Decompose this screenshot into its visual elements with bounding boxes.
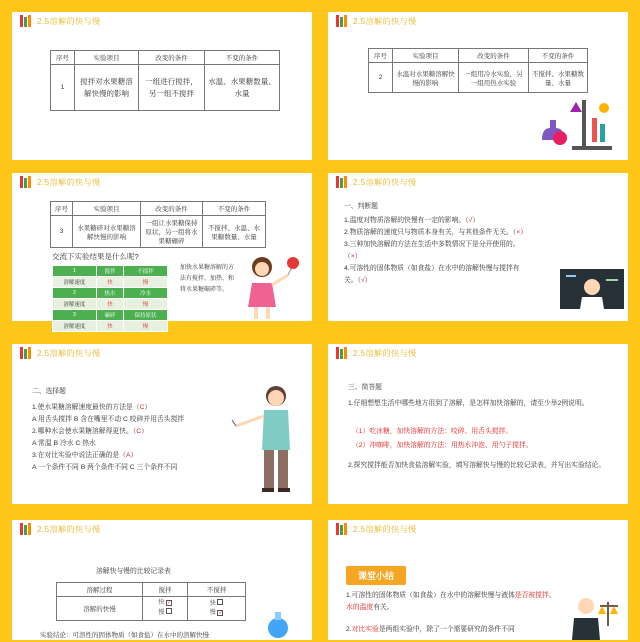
col-header: 搅拌 xyxy=(143,583,188,597)
col-header: 序号 xyxy=(51,202,73,216)
section-title: 一、判断题 xyxy=(344,203,378,210)
table-cell: 水温对水果糖溶解快慢的影响 xyxy=(393,63,459,93)
slide-title: 2.5溶解的快与慢 xyxy=(353,348,417,358)
books-icon xyxy=(20,347,31,359)
col-header: 不变的条件 xyxy=(203,202,266,216)
answer-1: （1）吃冰糖，加快溶解的方法：咬碎、用舌头搅拌。 xyxy=(352,428,513,435)
col-header: 改变的条件 xyxy=(459,49,529,63)
table-cell: 水果糖碎对水果糖溶解快慢的影响 xyxy=(73,216,141,248)
quiz-item: （×） xyxy=(344,253,362,260)
quiz-item: 2.物质溶解的速度只与物质本身有关，与其他条件无关。（×） xyxy=(344,229,527,236)
results-cell: 慢 xyxy=(124,277,168,288)
table-cell: 3 xyxy=(51,216,73,248)
question-2: 2.探究搅拌能否加快食盐溶解实验，填写溶解快与慢的比较记录表，并写出实验结论。 xyxy=(348,462,606,469)
results-cell: 保持原状 xyxy=(124,310,168,321)
books-icon xyxy=(336,347,347,359)
quiz-item: 3.在对比实验中说法正确的是（A） xyxy=(32,452,138,459)
slide-title: 2.5溶解的快与慢 xyxy=(353,177,417,187)
col-header: 改变的条件 xyxy=(139,51,205,65)
table-title: 溶解快与慢的比较记录表 xyxy=(96,568,171,575)
slide-3 xyxy=(12,173,312,330)
slide-1 xyxy=(12,12,312,160)
results-cell: 2 xyxy=(53,288,97,299)
teacher-illustration xyxy=(232,380,304,500)
books-icon xyxy=(20,176,31,188)
results-cell: 慢 xyxy=(124,321,168,332)
row-label: 溶解的快慢 xyxy=(57,597,143,621)
quiz-item: 1.使水果糖溶解速度最快的方法是（C） xyxy=(32,404,152,411)
table-cell xyxy=(143,597,188,621)
slide-7 xyxy=(12,520,312,640)
results-cell: 慢 xyxy=(124,299,168,310)
checkbox[interactable] xyxy=(166,608,172,614)
slide-title: 2.5溶解的快与慢 xyxy=(353,524,417,534)
quiz-item: 关。（√） xyxy=(344,277,372,284)
results-cell: 快 xyxy=(96,321,123,332)
slide-header xyxy=(12,12,312,30)
summary-badge: 课堂小结 xyxy=(346,566,406,585)
conclusion-text: 加快水果糖溶解的方法有搅拌、加热、和将水果糖碾碎等。 xyxy=(180,265,235,293)
books-icon xyxy=(20,523,31,535)
table-cell: 不搅拌、水果糖数量、水量 xyxy=(529,63,588,93)
slide-8 xyxy=(328,520,628,640)
record-table xyxy=(56,582,246,621)
results-cell: 快 xyxy=(96,299,123,310)
option-slow: 慢 xyxy=(158,610,165,616)
quiz-item: 4.可溶性的固体物质（如食盐）在水中的溶解快慢与搅拌有 xyxy=(344,265,520,272)
judge-illustration xyxy=(560,596,622,640)
results-cell: 冷水 xyxy=(124,288,168,299)
option-fast: 快 xyxy=(209,601,216,607)
books-icon xyxy=(20,15,31,27)
results-cell: 溶解速度 xyxy=(53,277,97,288)
quiz-item: 1.温度对物质溶解的快慢有一定的影响。（√） xyxy=(344,217,480,224)
quiz-list xyxy=(32,402,232,474)
quiz-item: A 常温 B 冷水 C 热水 xyxy=(32,440,96,447)
slide-title: 2.5溶解的快与慢 xyxy=(37,348,101,358)
slide-5 xyxy=(12,344,312,504)
results-cell: 快 xyxy=(96,277,123,288)
conclusion-text: 实验结论：可溶性的固体物质（如食盐）在水中的溶解快慢 xyxy=(40,632,209,639)
option-fast: 快 xyxy=(158,600,165,606)
books-icon xyxy=(336,523,347,535)
col-header: 不变的条件 xyxy=(205,51,280,65)
slide-header xyxy=(328,344,628,362)
col-header: 改变的条件 xyxy=(141,202,203,216)
col-header: 序号 xyxy=(369,49,393,63)
slide-4 xyxy=(328,173,628,321)
question-text: 交流下实验结果是什么呢? xyxy=(52,252,139,261)
col-header: 实验项目 xyxy=(393,49,459,63)
experiment-table xyxy=(50,201,266,248)
col-header: 不变的条件 xyxy=(529,49,588,63)
table-cell xyxy=(188,597,246,621)
section-title: 三、简答题 xyxy=(348,384,382,391)
results-cell: 溶解速度 xyxy=(53,299,97,310)
checkbox[interactable] xyxy=(217,599,223,605)
results-cell: 碾碎 xyxy=(96,310,123,321)
slide-title: 2.5溶解的快与慢 xyxy=(37,177,101,187)
col-header: 实验项目 xyxy=(75,51,139,65)
results-cell: 溶解速度 xyxy=(53,321,97,332)
table-cell: 水温、水果糖数量、水量 xyxy=(205,65,280,111)
summary-point-1: 1.可溶性的固体物质（如食盐）在水中的溶解快慢与液体是否被搅拌、水的温度有关。 xyxy=(346,592,556,611)
slide-header xyxy=(12,344,312,362)
results-cell: 1 xyxy=(53,266,97,277)
option-slow: 慢 xyxy=(209,610,216,616)
checkbox[interactable]: ✓ xyxy=(167,600,172,606)
slide-header xyxy=(12,173,312,191)
results-cell: 搅拌 xyxy=(96,266,123,277)
slide-6 xyxy=(328,344,628,504)
quiz-item: 2.哪种水会使水果糖溶解得更快。（C） xyxy=(32,428,148,435)
table-cell: 搅拌对水果糖溶解快慢的影响 xyxy=(75,65,139,111)
girl-illustration xyxy=(238,253,304,321)
lab-equipment-illustration xyxy=(536,94,624,156)
checkbox[interactable]: ✓ xyxy=(218,610,223,616)
quiz-item: A 用舌头搅拌 B 含在嘴里不动 C 咬碎并用舌头搅拌 xyxy=(32,416,185,423)
slide-header xyxy=(328,12,628,30)
results-cell: 热水 xyxy=(96,288,123,299)
results-cell: 不搅拌 xyxy=(124,266,168,277)
table-cell: 不搅拌、水温、水果糖数量、水量 xyxy=(203,216,266,248)
quiz-list xyxy=(344,215,574,287)
slide-title: 2.5溶解的快与慢 xyxy=(353,16,417,26)
table-cell: 一组进行搅拌，另一组不搅拌 xyxy=(139,65,205,111)
experiment-table xyxy=(368,48,588,93)
table-cell: 1 xyxy=(51,65,75,111)
results-table xyxy=(52,265,168,332)
table-cell: 一组用冷水实验，另一组用热水实验 xyxy=(459,63,529,93)
col-header: 溶解过程 xyxy=(57,583,143,597)
section-title: 二、选择题 xyxy=(32,388,66,395)
experiment-table xyxy=(50,50,280,111)
slide-header xyxy=(12,520,312,538)
quiz-item: A 一个条件不同 B 两个条件不同 C 三个条件不同 xyxy=(32,464,178,471)
slide-header xyxy=(328,173,628,191)
col-header: 不搅拌 xyxy=(188,583,246,597)
slide-title: 2.5溶解的快与慢 xyxy=(37,16,101,26)
col-header: 实验项目 xyxy=(73,202,141,216)
answer-2: （2）冲咖啡，加快溶解的方法：用热水冲泡、用勺子搅拌。 xyxy=(352,442,533,449)
slide-2 xyxy=(328,12,628,160)
col-header: 序号 xyxy=(51,51,75,65)
scientist-illustration xyxy=(560,269,624,315)
table-cell: 2 xyxy=(369,63,393,93)
books-icon xyxy=(336,176,347,188)
quiz-item: 3.三种加快溶解的方法在生活中多数情况下是分开使用的。 xyxy=(344,241,520,248)
flask-illustration xyxy=(258,612,298,640)
question-1: 1.仔细想想生活中哪些地方用到了溶解，是怎样加快溶解的，请至少举2例说明。 xyxy=(348,400,589,407)
summary-point-2: 2.对比实验是两组实验中，除了一个需要研究的条件不同 xyxy=(346,626,515,633)
books-icon xyxy=(336,15,347,27)
results-cell: 3 xyxy=(53,310,97,321)
table-cell: 一组让水果糖保持原状，另一组将水果糖碾碎 xyxy=(141,216,203,248)
slide-header xyxy=(328,520,628,538)
slide-title: 2.5溶解的快与慢 xyxy=(37,524,101,534)
